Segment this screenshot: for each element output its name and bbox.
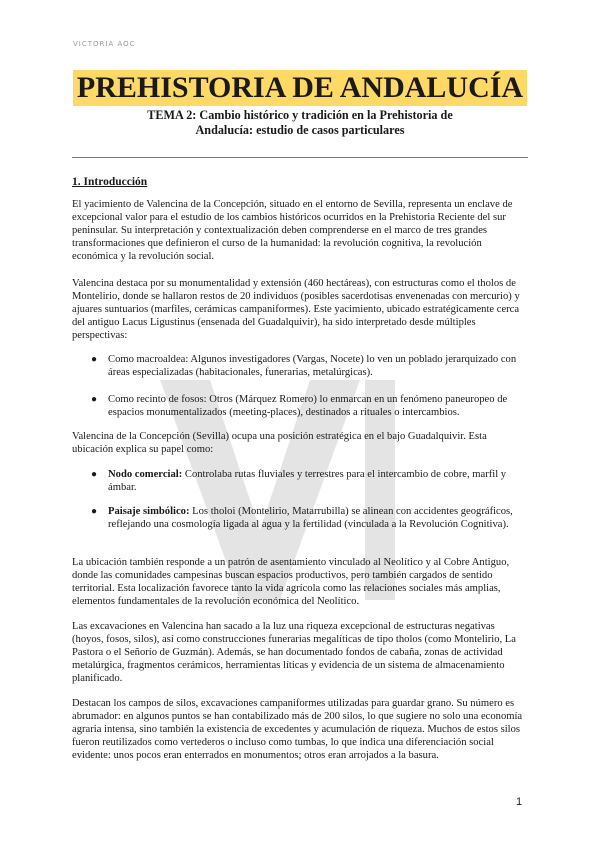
list-item [91,506,528,532]
paragraph: La ubicación también responde a un patrón de asentamiento vinculado al Neolítico y al Cobre Antiguo, donde las comunidades campesinas buscan espacios productivos, pero también cargados de sentido territorial. Esta localización favorece tanto la vida agrícola como las relaciones sociales más amplias, elementos fundamentales de la revolución económica del Neolítico. [72,557,510,607]
list-item-text: Controlaba rutas fluviales y terrestres para el intercambio de cobre, marfil y ámbar. [108,469,507,493]
bullet-icon: ● [91,469,98,480]
list-item [91,354,528,380]
paragraph: Valencina de la Concepción (Sevilla) ocupa una posición estratégica en el bajo Guadalquivir. Esta ubicación explica su papel como: [72,431,487,455]
document-subtitle: TEMA 2: Cambio histórico y tradición en la Prehistoria de Andalucía: estudio de casos particulares [147,108,453,137]
author-watermark: VICTORIA AOC [73,40,136,48]
list-item [91,394,528,420]
list-item-term: Paisaje simbólico: [108,506,190,517]
document-title: PREHISTORIA DE ANDALUCÍA [73,70,527,106]
list-item-text: Los tholoi (Montelirio, Matarrubilla) se alinean con accidentes geográficos, reflejando una cosmología ligada al agua y la fertilidad (vinculada a la Revolución Cognitiva). [108,506,513,530]
bullet-icon: ● [91,506,98,517]
paragraph: Destacan los campos de silos, excavaciones campaniformes utilizadas para guardar grano. Su número es abrumador: en algunos puntos se han contabilizado más de 200 silos, lo que sugiere no solo una economía agraria intensa, sino también la existencia de excedentes y acumulación de riqueza. Muchos de estos silos fueron reutilizados como vertederos o incluso como tumbas, lo que indica una diferenciación social evidente: unos pocos eran enterrados en monumentos; otros eran arrojados a la basura. [72,698,523,761]
bullet-icon: ● [91,394,98,405]
list-item-term: Nodo comercial: [108,469,183,480]
paragraph: Valencina destaca por su monumentalidad y extensión (460 hectáreas), con estructuras como el tholos de Montelirio, donde se hallaron restos de 20 individuos (posibles sacerdotisas envenenadas con mercurio) y ajuares suntuarios (marfiles, cerámicas campaniformes). Este yacimiento, ubicado estratégicamente cerca del antiguo Lacus Ligustinus (ensenada del Guadalquivir), ha sido interpretado desde múltiples perspectivas: [72,278,520,341]
paragraph: El yacimiento de Valencina de la Concepción, situado en el entorno de Sevilla, representa un enclave de excepcional valor para el estudio de los cambios históricos ocurridos en la Prehistoria Reciente del sur peninsular. Su interpretación y contextualización deben comprenderse en el marco de tres grandes transformaciones que definieron el curso de la humanidad: la revolución cognitiva, la revolución económica y la revolución social. [72,199,513,262]
list-item-text: Como macroaldea: Algunos investigadores (Vargas, Nocete) lo ven un poblado jerarquizado con áreas especializadas (habitacionales, funerarias, metalúrgicas). [108,354,517,378]
section-heading: 1. Introducción [72,176,148,188]
divider [72,157,528,158]
bullet-icon: ● [91,354,98,365]
paragraph: Las excavaciones en Valencina han sacado a la luz una riqueza excepcional de estructuras negativas (hoyos, fosos, silos), así como construcciones funerarias megalíticas de tipo tholos (como Montelirio, La Pastora o el Señorío de Guzmán). Además, se han documentado fondos de cabaña, zonas de actividad metalúrgica, fragmentos cerámicos, herramientas líticas y evidencia de un sistema de almacenamiento planificado. [72,621,516,684]
list-item-text: Como recinto de fosos: Otros (Márquez Romero) lo enmarcan en un fenómeno paneuropeo de espacios monumentalizados (meeting-places), destinados a rituales o intercambios. [108,394,508,418]
list-item [91,469,528,495]
page-number: 1 [516,796,523,808]
